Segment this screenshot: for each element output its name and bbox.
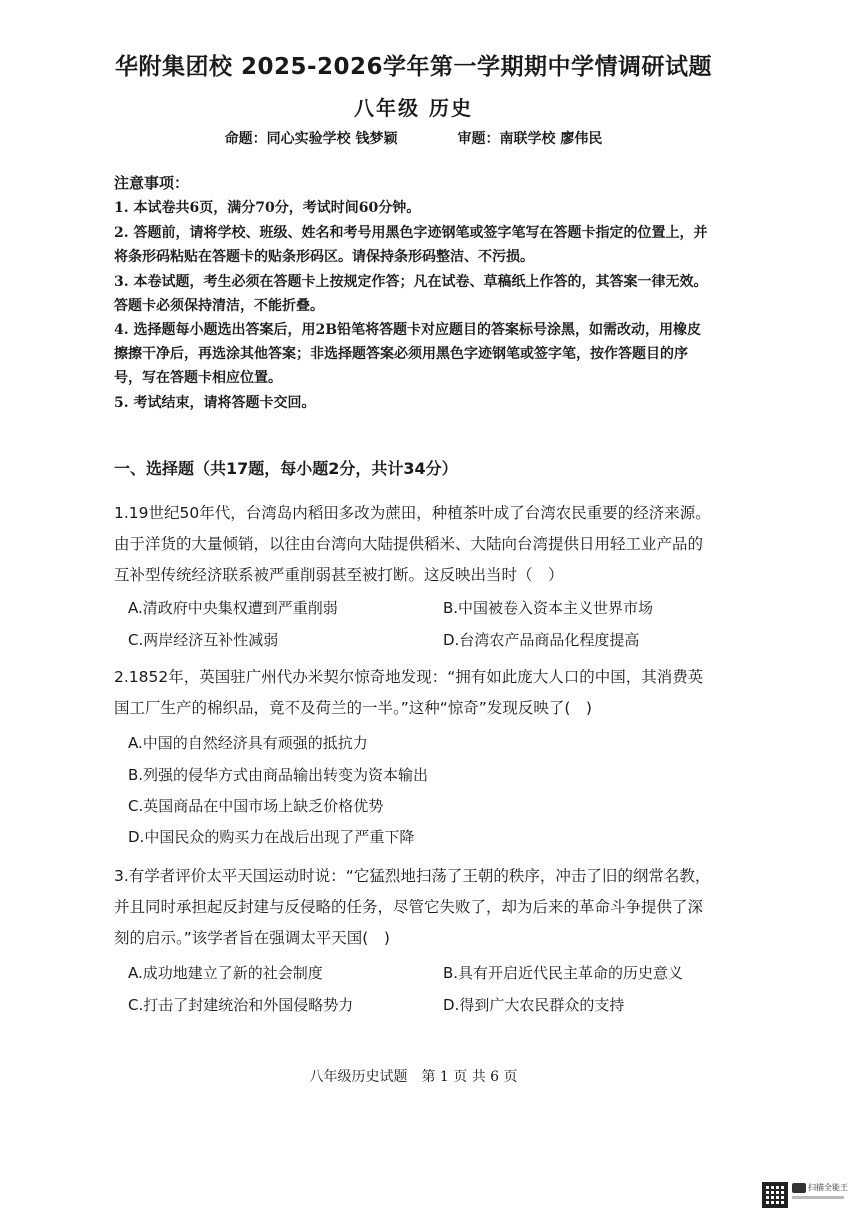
option-a: A.成功地建立了新的社会制度 xyxy=(128,964,323,982)
note-item: 1. 本试卷共6页，满分70分，考试时间60分钟。 xyxy=(114,200,421,216)
option-c: C.英国商品在中国市场上缺乏价格优势 xyxy=(128,797,384,815)
note-item: 2. 答题前，请将学校、班级、姓名和考号用黑色字迹钢笔或签字笔写在答题卡指定的位置上，并将条形码粘贴在答题卡的贴条形码区。请保持条形码整洁、不污损。 xyxy=(114,225,708,265)
option-d: D.得到广大农民群众的支持 xyxy=(443,996,625,1014)
question-stem: 1.19世纪50年代，台湾岛内稻田多改为蔗田，种植茶叶成了台湾农民重要的经济来源。由于洋货的大量倾销，以往由台湾向大陆提供稻米、大陆向台湾提供日用轻工业产品的互补型传统经济联系被严重削弱甚至被打断。这反映出当时（ ） xyxy=(114,504,711,584)
exam-subtitle: 八年级 历史 xyxy=(354,96,473,120)
option-a: A.中国的自然经济具有顽强的抵抗力 xyxy=(128,734,368,752)
note-item: 4. 选择题每小题选出答案后，用2B铅笔将答题卡对应题目的答案标号涂黑，如需改动，用橡皮擦擦干净后，再选涂其他答案；非选择题答案必须用黑色字迹钢笔或签字笔，按作答题目的序号，写在答题卡相应位置。 xyxy=(114,322,702,386)
note-item: 5. 考试结束，请将答题卡交回。 xyxy=(114,395,316,411)
notes-heading: 注意事项： xyxy=(114,174,190,192)
option-b: B.列强的侵华方式由商品输出转变为资本输出 xyxy=(128,766,429,784)
authors-line xyxy=(0,128,827,148)
option-b: B.中国被卷入资本主义世界市场 xyxy=(443,599,654,617)
exam-title: 华附集团校 2025-2026学年第一学期期中学情调研试题 xyxy=(114,54,713,80)
setter: 命题：同心实验学校 钱梦颖 xyxy=(224,131,398,147)
section-heading: 一、选择题（共17题，每小题2分，共计34分） xyxy=(114,459,458,478)
scanner-logo-icon xyxy=(792,1183,806,1193)
option-d: D.中国民众的购买力在战后出现了严重下降 xyxy=(128,828,415,846)
scanner-tagline xyxy=(792,1196,844,1199)
option-a: A.清政府中央集权遭到严重削弱 xyxy=(128,599,338,617)
reviewer: 审题：南联学校 廖伟民 xyxy=(457,131,603,147)
option-c: C.两岸经济互补性减弱 xyxy=(128,631,279,649)
question-stem: 3.有学者评价太平天国运动时说：“它猛烈地扫荡了王朝的秩序，冲击了旧的纲常名教，并且同时承担起反封建与反侵略的任务，尽管它失败了，却为后来的革命斗争提供了深刻的启示。”该学者旨在强调太平天国( ) xyxy=(114,867,711,947)
option-d: D.台湾农产品商品化程度提高 xyxy=(443,631,640,649)
scanner-watermark xyxy=(762,1182,846,1212)
qr-code-icon xyxy=(762,1182,788,1208)
page-footer: 八年级历史试题 第 1 页 共 6 页 xyxy=(309,1069,518,1085)
option-b: B.具有开启近代民主革命的历史意义 xyxy=(443,964,684,982)
option-c: C.打击了封建统治和外国侵略势力 xyxy=(128,996,354,1014)
scanner-label: 扫描全能王 xyxy=(808,1183,848,1192)
question-stem: 2.1852年，英国驻广州代办米契尔惊奇地发现：“拥有如此庞大人口的中国，其消费英国工厂生产的棉织品，竟不及荷兰的一半。”这种“惊奇”发现反映了( ) xyxy=(114,668,704,717)
note-item: 3. 本卷试题，考生必须在答题卡上按规定作答；凡在试卷、草稿纸上作答的，其答案一律无效。答题卡必须保持清洁，不能折叠。 xyxy=(114,274,708,314)
